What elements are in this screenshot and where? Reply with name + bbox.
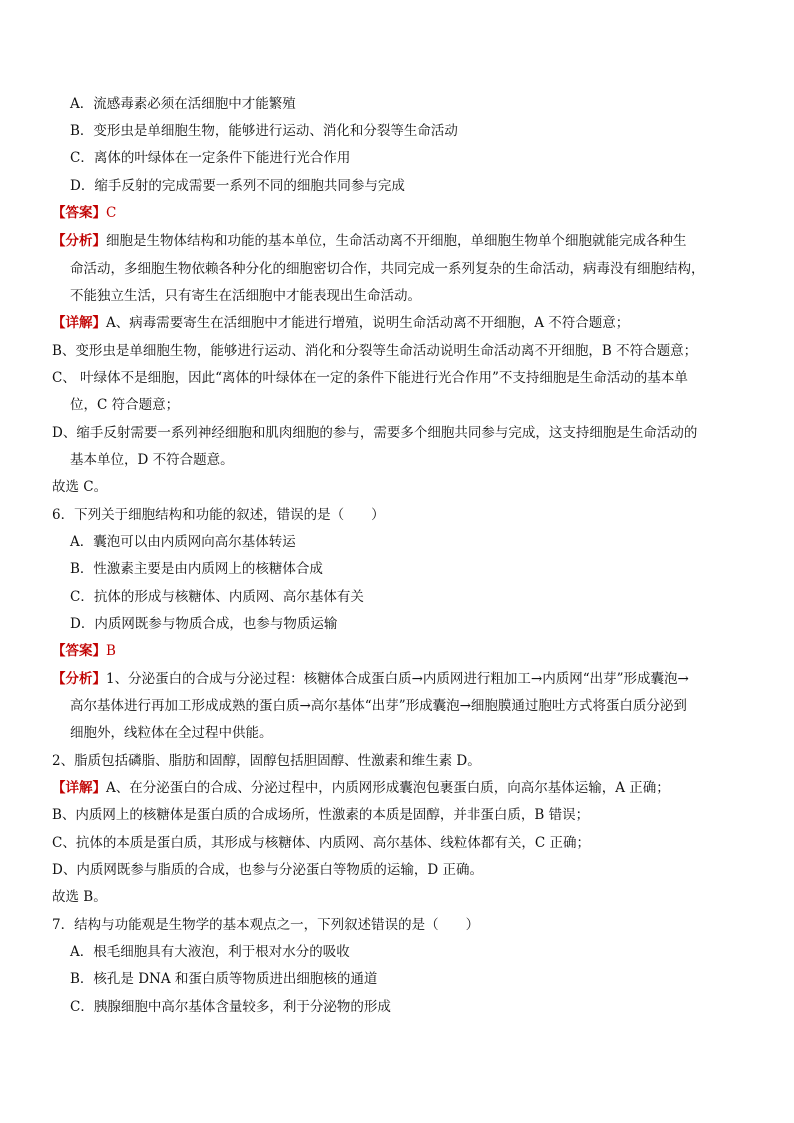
q6-analysis-line-1: [52, 669, 689, 689]
q5-option-c: C．离体的叶绿体在一定条件下能进行光合作用: [70, 150, 351, 166]
analysis-text: 1、分泌蛋白的合成与分泌过程：核糖体合成蛋白质→内质网进行粗加工→内质网“出芽”形成囊泡→: [106, 671, 689, 687]
q7-stem: 7．结构与功能观是生物学的基本观点之一，下列叙述错误的是（ ）: [52, 917, 480, 933]
answer-value: B: [106, 643, 116, 659]
q5-conclusion: 故选 C。: [52, 479, 108, 495]
analysis-tag: 【分析】: [52, 671, 106, 687]
q6-detail-line-4: D、内质网既参与脂质的合成，也参与分泌蛋白等物质的运输，D 正确。: [52, 862, 483, 878]
answer-tag: 【答案】: [52, 643, 106, 659]
q5-option-b: B．变形虫是单细胞生物，能够进行运动、消化和分裂等生命活动: [70, 123, 458, 139]
q7-option-a: A．根毛细胞具有大液泡，利于根对水分的吸收: [70, 944, 350, 960]
q6-conclusion: 故选 B。: [52, 889, 107, 905]
q6-analysis-line-3: 细胞外，线粒体在全过程中供能。: [70, 725, 273, 741]
q5-detail-line-3: C、 叶绿体不是细胞，因此“离体的叶绿体在一定的条件下能进行光合作用”不支持细胞是生命活动的基本单: [52, 370, 688, 386]
q6-detail-line-1: [52, 778, 670, 798]
q6-option-c: C．抗体的形成与核糖体、内质网、高尔基体有关: [70, 589, 364, 605]
q7-option-c: C．胰腺细胞中高尔基体含量较多，利于分泌物的形成: [70, 999, 391, 1015]
q5-detail-line-2: B、变形虫是单细胞生物，能够进行运动、消化和分裂等生命活动说明生命活动离不开细胞，B 不符合题意；: [52, 343, 698, 359]
q5-detail-line-4: 位，C 符合题意；: [70, 397, 180, 413]
q6-answer-line: [52, 641, 116, 661]
q6-stem: 6．下列关于细胞结构和功能的叙述，错误的是（ ）: [52, 507, 385, 523]
q5-option-a: A．流感毒素必须在活细胞中才能繁殖: [70, 96, 296, 112]
detail-text: A、在分泌蛋白的合成、分泌过程中，内质网形成囊泡包裹蛋白质，向高尔基体运输，A 正确；: [106, 780, 670, 796]
q6-option-b: B．性激素主要是由内质网上的核糖体合成: [70, 561, 323, 577]
q6-analysis-line-2: 高尔基体进行再加工形成成熟的蛋白质→高尔基体“出芽”形成囊泡→细胞膜通过胞吐方式将蛋白质分泌到: [70, 698, 687, 714]
detail-tag: 【详解】: [52, 780, 106, 796]
q6-detail-line-3: C、抗体的本质是蛋白质，其形成与核糖体、内质网、高尔基体、线粒体都有关，C 正确；: [52, 835, 590, 851]
q6-detail-line-2: B、内质网上的核糖体是蛋白质的合成场所，性激素的本质是固醇，并非蛋白质，B 错误；: [52, 807, 590, 823]
q5-detail-line-5: D、缩手反射需要一系列神经细胞和肌肉细胞的参与，需要多个细胞共同参与完成，这支持细胞是生命活动的: [52, 425, 698, 441]
q5-analysis-line-3: 不能独立生活，只有寄生在活细胞中才能表现出生命活动。: [70, 288, 421, 304]
answer-value: C: [106, 205, 117, 221]
detail-text: A、病毒需要寄生在活细胞中才能进行增殖，说明生命活动离不开细胞，A 不符合题意；: [106, 315, 630, 331]
q5-analysis-line-1: [52, 231, 687, 251]
q5-detail-line-6: 基本单位，D 不符合题意。: [70, 452, 234, 468]
q5-detail-line-1: [52, 313, 629, 333]
q6-option-a: A．囊泡可以由内质网向高尔基体转运: [70, 534, 296, 550]
q5-answer-line: [52, 203, 116, 223]
answer-tag: 【答案】: [52, 205, 106, 221]
q5-option-d: D．缩手反射的完成需要一系列不同的细胞共同参与完成: [70, 178, 405, 194]
detail-tag: 【详解】: [52, 315, 106, 331]
q7-option-b: B．核孔是 DNA 和蛋白质等物质进出细胞核的通道: [70, 971, 378, 987]
q5-analysis-line-2: 命活动，多细胞生物依赖各种分化的细胞密切合作，共同完成一系列复杂的生命活动，病毒没有细胞结构，: [70, 261, 705, 277]
analysis-text: 细胞是生物体结构和功能的基本单位，生命活动离不开细胞，单细胞生物单个细胞就能完成各种生: [106, 233, 687, 249]
analysis-tag: 【分析】: [52, 233, 106, 249]
q6-analysis-line-4: 2、脂质包括磷脂、脂肪和固醇，固醇包括胆固醇、性激素和维生素 D。: [52, 753, 481, 769]
q6-option-d: D．内质网既参与物质合成，也参与物质运输: [70, 616, 338, 632]
